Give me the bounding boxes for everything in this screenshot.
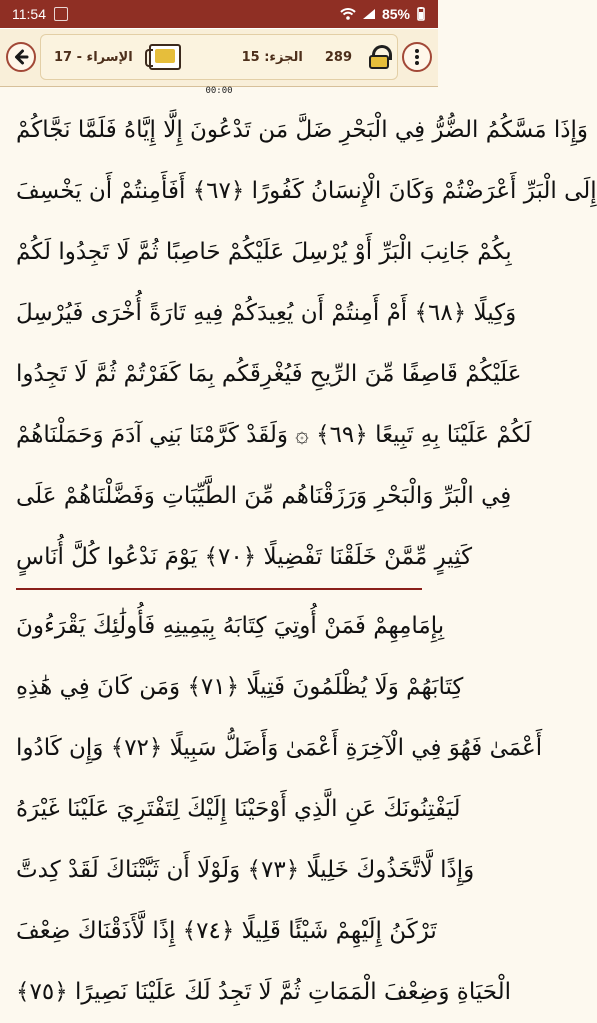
verse-line: بِإِمَامِهِمْ فَمَنْ أُوتِيَ كِتَابَهُ بِيَمِينِهِ فَأُولَٰئِكَ يَقْرَءُونَ xyxy=(16,613,445,639)
verse-line: فِي الْبَرِّ وَالْبَحْرِ وَرَزَقْنَاهُم مِّنَ الطَّيِّبَاتِ وَفَضَّلْنَاهُمْ عَلَى xyxy=(16,483,512,509)
lock-icon[interactable] xyxy=(368,45,390,69)
mushaf-icon[interactable] xyxy=(149,44,181,70)
verse-line: لَيَفْتِنُونَكَ عَنِ الَّذِي أَوْحَيْنَا إِلَيْكَ لِتَفْتَرِيَ عَلَيْنَا غَيْرَهُ xyxy=(16,796,461,822)
header-left xyxy=(48,44,181,70)
mushaf-page xyxy=(0,100,597,1005)
header-right xyxy=(236,45,390,69)
battery-percent: 85% xyxy=(381,6,410,22)
status-right xyxy=(340,6,426,22)
page-number: 289 xyxy=(324,49,352,65)
image-notification-icon xyxy=(54,7,68,21)
status-left xyxy=(12,6,68,22)
wifi-icon xyxy=(340,8,356,20)
top-navigation xyxy=(0,28,438,87)
juz-label: الجزء: 15 xyxy=(241,49,303,65)
verse-line: وَإِذًا لَّاتَّخَذُوكَ خَلِيلًا ﴿٧٣﴾ وَلَوْلَا أَن ثَبَّتْنَاكَ لَقَدْ كِدتَّ xyxy=(16,857,475,883)
verse-line: عَلَيْكُمْ قَاصِفًا مِّنَ الرِّيحِ فَيُغْرِقَكُم بِمَا كَفَرْتُمْ ثُمَّ لَا تَجِدُوا xyxy=(16,361,522,387)
verse-line: كِتَابَهُمْ وَلَا يُظْلَمُونَ فَتِيلًا ﴿٧١﴾ وَمَن كَانَ فِي هَٰذِهِ xyxy=(16,674,464,700)
verse-line-with-divider: كَثِيرٍ مِّمَّنْ خَلَقْنَا تَفْضِيلًا ﴿٧٠﴾ يَوْمَ نَدْعُوا كُلَّ أُنَاسٍ xyxy=(16,527,422,590)
arrow-left-icon xyxy=(12,48,30,66)
back-button[interactable] xyxy=(6,42,36,72)
more-options-button[interactable] xyxy=(402,42,432,72)
verse-line: إِلَى الْبَرِّ أَعْرَضْتُمْ وَكَانَ الْإِنسَانُ كَفُورًا ﴿٦٧﴾ أَفَأَمِنتُمْ أَن يَخْسِفَ xyxy=(16,178,597,204)
surah-title: 17 - الإسراء xyxy=(54,49,133,65)
verse-line: الْحَيَاةِ وَضِعْفَ الْمَمَاتِ ثُمَّ لَا تَجِدُ لَكَ عَلَيْنَا نَصِيرًا ﴿٧٥﴾ xyxy=(16,979,512,1005)
verse-line: بِكُمْ جَانِبَ الْبَرِّ أَوْ يُرْسِلَ عَلَيْكُمْ حَاصِبًا ثُمَّ لَا تَجِدُوا لَكُمْ xyxy=(16,239,512,265)
battery-icon xyxy=(416,7,426,21)
status-bar xyxy=(0,0,438,28)
verse-line: أَعْمَىٰ فَهُوَ فِي الْآخِرَةِ أَعْمَىٰ وَأَضَلُّ سَبِيلًا ﴿٧٢﴾ وَإِن كَادُوا xyxy=(16,735,543,761)
signal-icon xyxy=(362,8,376,20)
lock-body xyxy=(369,55,389,69)
more-vert-icon xyxy=(414,48,420,66)
verse-line: وَكِيلًا ﴿٦٨﴾ أَمْ أَمِنتُمْ أَن يُعِيدَكُمْ فِيهِ تَارَةً أُخْرَى فَيُرْسِلَ xyxy=(16,300,517,326)
header-row xyxy=(48,28,390,86)
verse-line: وَإِذَا مَسَّكُمُ الضُّرُّ فِي الْبَحْرِ ضَلَّ مَن تَدْعُونَ إِلَّا إِيَّاهُ فَلَمَّا نَجَّاكُمْ xyxy=(16,117,589,143)
verse-line: لَكُمْ عَلَيْنَا بِهِ تَبِيعًا ﴿٦٩﴾ ۞ وَلَقَدْ كَرَّمْنَا بَنِي آدَمَ وَحَمَلْنَاهُمْ xyxy=(16,422,532,448)
clock: 11:54 xyxy=(12,6,46,22)
audio-timer: 00:00 xyxy=(205,86,233,96)
verse-line: تَرْكَنُ إِلَيْهِمْ شَيْئًا قَلِيلًا ﴿٧٤﴾ إِذًا لَّأَذَقْنَاكَ ضِعْفَ xyxy=(16,918,437,944)
